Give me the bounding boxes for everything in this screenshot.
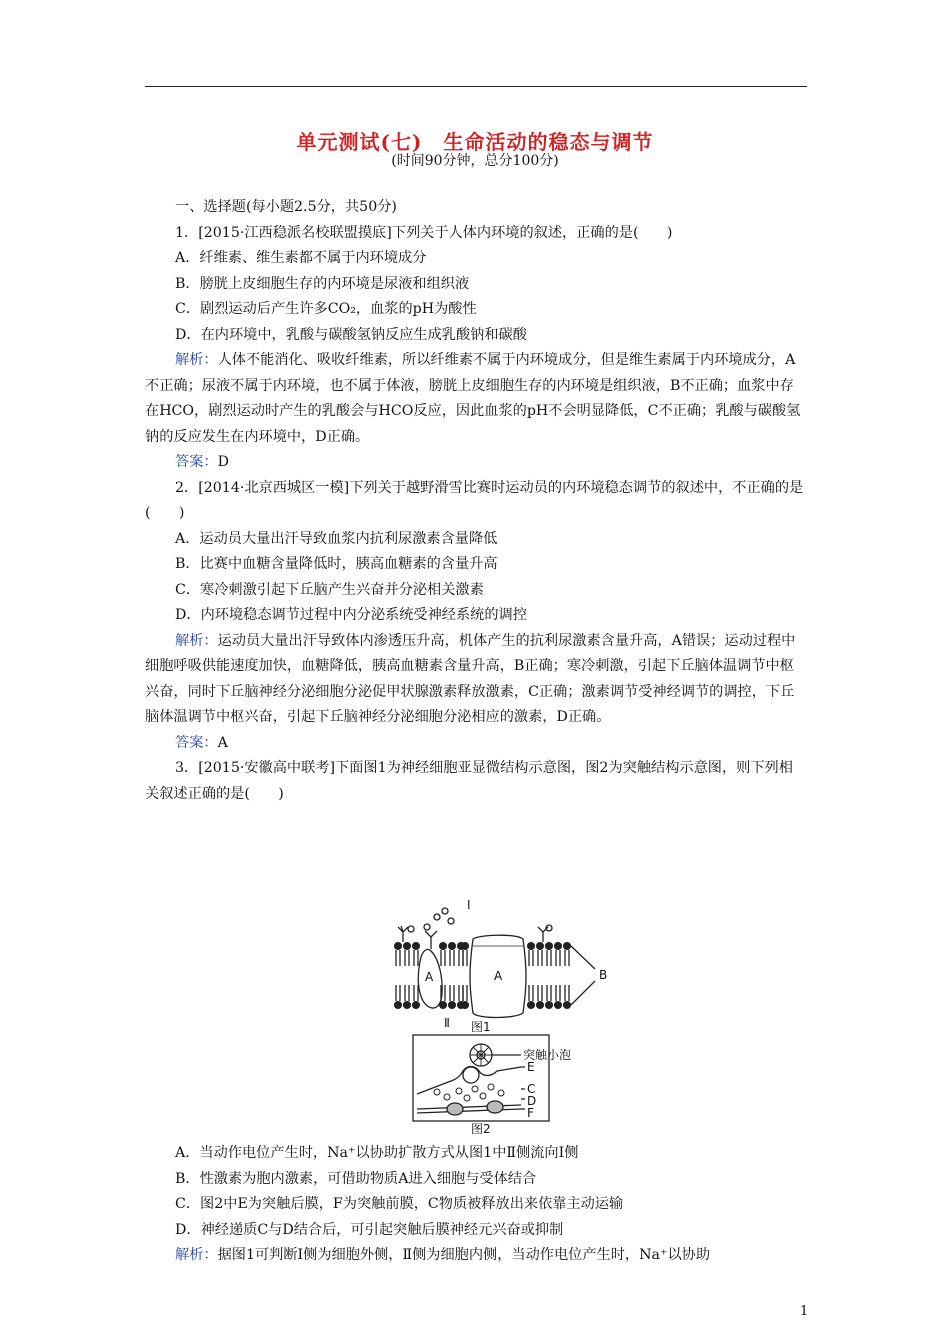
- q1-analysis-label: 解析：: [175, 352, 218, 368]
- q1-option-a: A．纤维素、维生素都不属于内环境成分: [175, 250, 427, 266]
- document-body: [145, 195, 807, 1269]
- fig2-label-f: F: [527, 1106, 534, 1120]
- fig1-label-a-channel: A: [494, 969, 503, 983]
- q2-option-c: C．寒冷刺激引起下丘脑产生兴奋并分泌相关激素: [175, 581, 484, 598]
- fig2-label-d: D: [527, 1094, 537, 1108]
- q1-analysis-text: 人体不能消化、吸收纤维素，所以纤维素不属于内环境成分，但是维生素属于内环境成分，A不正确；尿液不属于内环境，也不属于体液，膀胱上皮细胞生存的内环境是组织液，B不正确；血浆中存在HCO，剧烈运动时产生的乳酸会与HCO反应，因此血浆的pH不会明显降低，C不正确；乳酸与碳酸氢钠的反应发生在内环境中，D正确。: [145, 352, 801, 445]
- q2-answer-value: A: [217, 734, 228, 751]
- q1-option-d: D．在内环境中，乳酸与碳酸氢钠反应生成乳酸钠和碳酸: [175, 326, 527, 343]
- page-title: 单元测试(七) 生命活动的稳态与调节: [296, 130, 654, 154]
- q2-analysis-text: 运动员大量出汗导致体内渗透压升高，机体产生的抗利尿激素含量升高，A错误；运动过程中细胞呼吸供能速度加快，血糖降低，胰高血糖素含量升高，B正确；寒冷刺激，引起下丘脑体温调节中枢兴奋，同时下丘脑神经分泌细胞分泌促甲状腺激素释放激素，C正确；激素调节受神经调节的调控，下丘脑体温调节中枢兴奋，引起下丘脑神经分泌细胞分泌相应的激素，D正确。: [145, 632, 796, 725]
- q1-stem: 1．[2015·江西稳派名校联盟摸底]下列关于人体内环境的叙述，正确的是( ): [175, 224, 673, 241]
- fig1-label-II: Ⅱ: [444, 1016, 450, 1030]
- fig1-label-b: B: [599, 968, 608, 982]
- q1-option-b: B．膀胱上皮细胞生存的内环境是尿液和组织液: [175, 275, 470, 292]
- q2-answer: [145, 731, 807, 757]
- q2-option-b: B．比赛中血糖含量降低时，胰高血糖素的含量升高: [175, 556, 498, 572]
- q2-option-a: A．运动员大量出汗导致血浆内抗利尿激素含量降低: [175, 530, 498, 547]
- fig2-membrane-f: [417, 1105, 521, 1109]
- q1-answer-label: 答案：: [175, 454, 218, 470]
- fig2-label-e: E: [527, 1060, 535, 1074]
- q3-figure-svg: [145, 809, 807, 1137]
- fig2-membrane-e: [417, 1067, 521, 1095]
- fig2-receptor-1: [447, 1103, 463, 1115]
- fig1-glycoprotein-left: [398, 926, 408, 942]
- q3-option-b: B．性激素为胞内激素，可借助物质A进入细胞与受体结合: [175, 1170, 537, 1187]
- q1-option-c: C．剧烈运动后产生许多CO₂，血浆的pH为酸性: [175, 301, 477, 317]
- fig2-receptor-2: [487, 1101, 503, 1113]
- q3-option-a: A．当动作电位产生时，Na⁺以协助扩散方式从图1中Ⅱ侧流向Ⅰ侧: [175, 1145, 579, 1161]
- q3-option-c: C．图2中E为突触后膜，F为突触前膜，C物质被释放出来依靠主动运输: [175, 1196, 624, 1212]
- page-number: 1: [800, 1304, 809, 1319]
- q3-analysis: [145, 1243, 807, 1269]
- q2-option-d: D．内环境稳态调节过程中内分泌系统受神经系统的调控: [175, 607, 527, 623]
- fig2-label-c: C: [527, 1082, 536, 1096]
- section-heading: 一、选择题(每小题2.5分，共50分): [175, 199, 397, 215]
- fig2-label-vesicle: 突触小泡: [523, 1048, 572, 1062]
- q3-option-d: D．神经递质C与D结合后，可引起突触后膜神经元兴奋或抑制: [175, 1221, 564, 1238]
- fig1-bracket-b: [571, 946, 595, 1005]
- q3-analysis-label: 解析：: [175, 1247, 218, 1263]
- fig1-label-a-small: A: [425, 970, 434, 984]
- fig1-caption: 图1: [471, 1020, 491, 1034]
- header-rule: [145, 86, 807, 87]
- q3-figures: [145, 809, 807, 1137]
- q2-analysis: [145, 629, 807, 731]
- q2-answer-label: 答案：: [175, 734, 218, 751]
- q2-analysis-label: 解析：: [175, 632, 218, 649]
- q1-answer-value: D: [217, 454, 229, 470]
- q2-stem: 2．[2014·北京西城区一模]下列关于越野滑雪比赛时运动员的内环境稳态调节的叙述中，不正确的是( ): [145, 479, 804, 521]
- fig2-caption: 图2: [471, 1122, 491, 1136]
- q3-analysis-text: 据图1可判断Ⅰ侧为细胞外侧，Ⅱ侧为细胞内侧，当动作电位产生时，Na⁺以协助: [217, 1247, 711, 1263]
- fig1-label-I: Ⅰ: [467, 898, 471, 912]
- q3-stem: 3．[2015·安徽高中联考]下面图1为神经细胞亚显微结构示意图，图2为突触结构示意图，则下列相关叙述正确的是( ): [145, 760, 793, 802]
- page-subtitle: (时间90分钟，总分100分): [391, 153, 559, 169]
- q1-answer: [145, 450, 807, 476]
- q1-analysis: [145, 348, 807, 450]
